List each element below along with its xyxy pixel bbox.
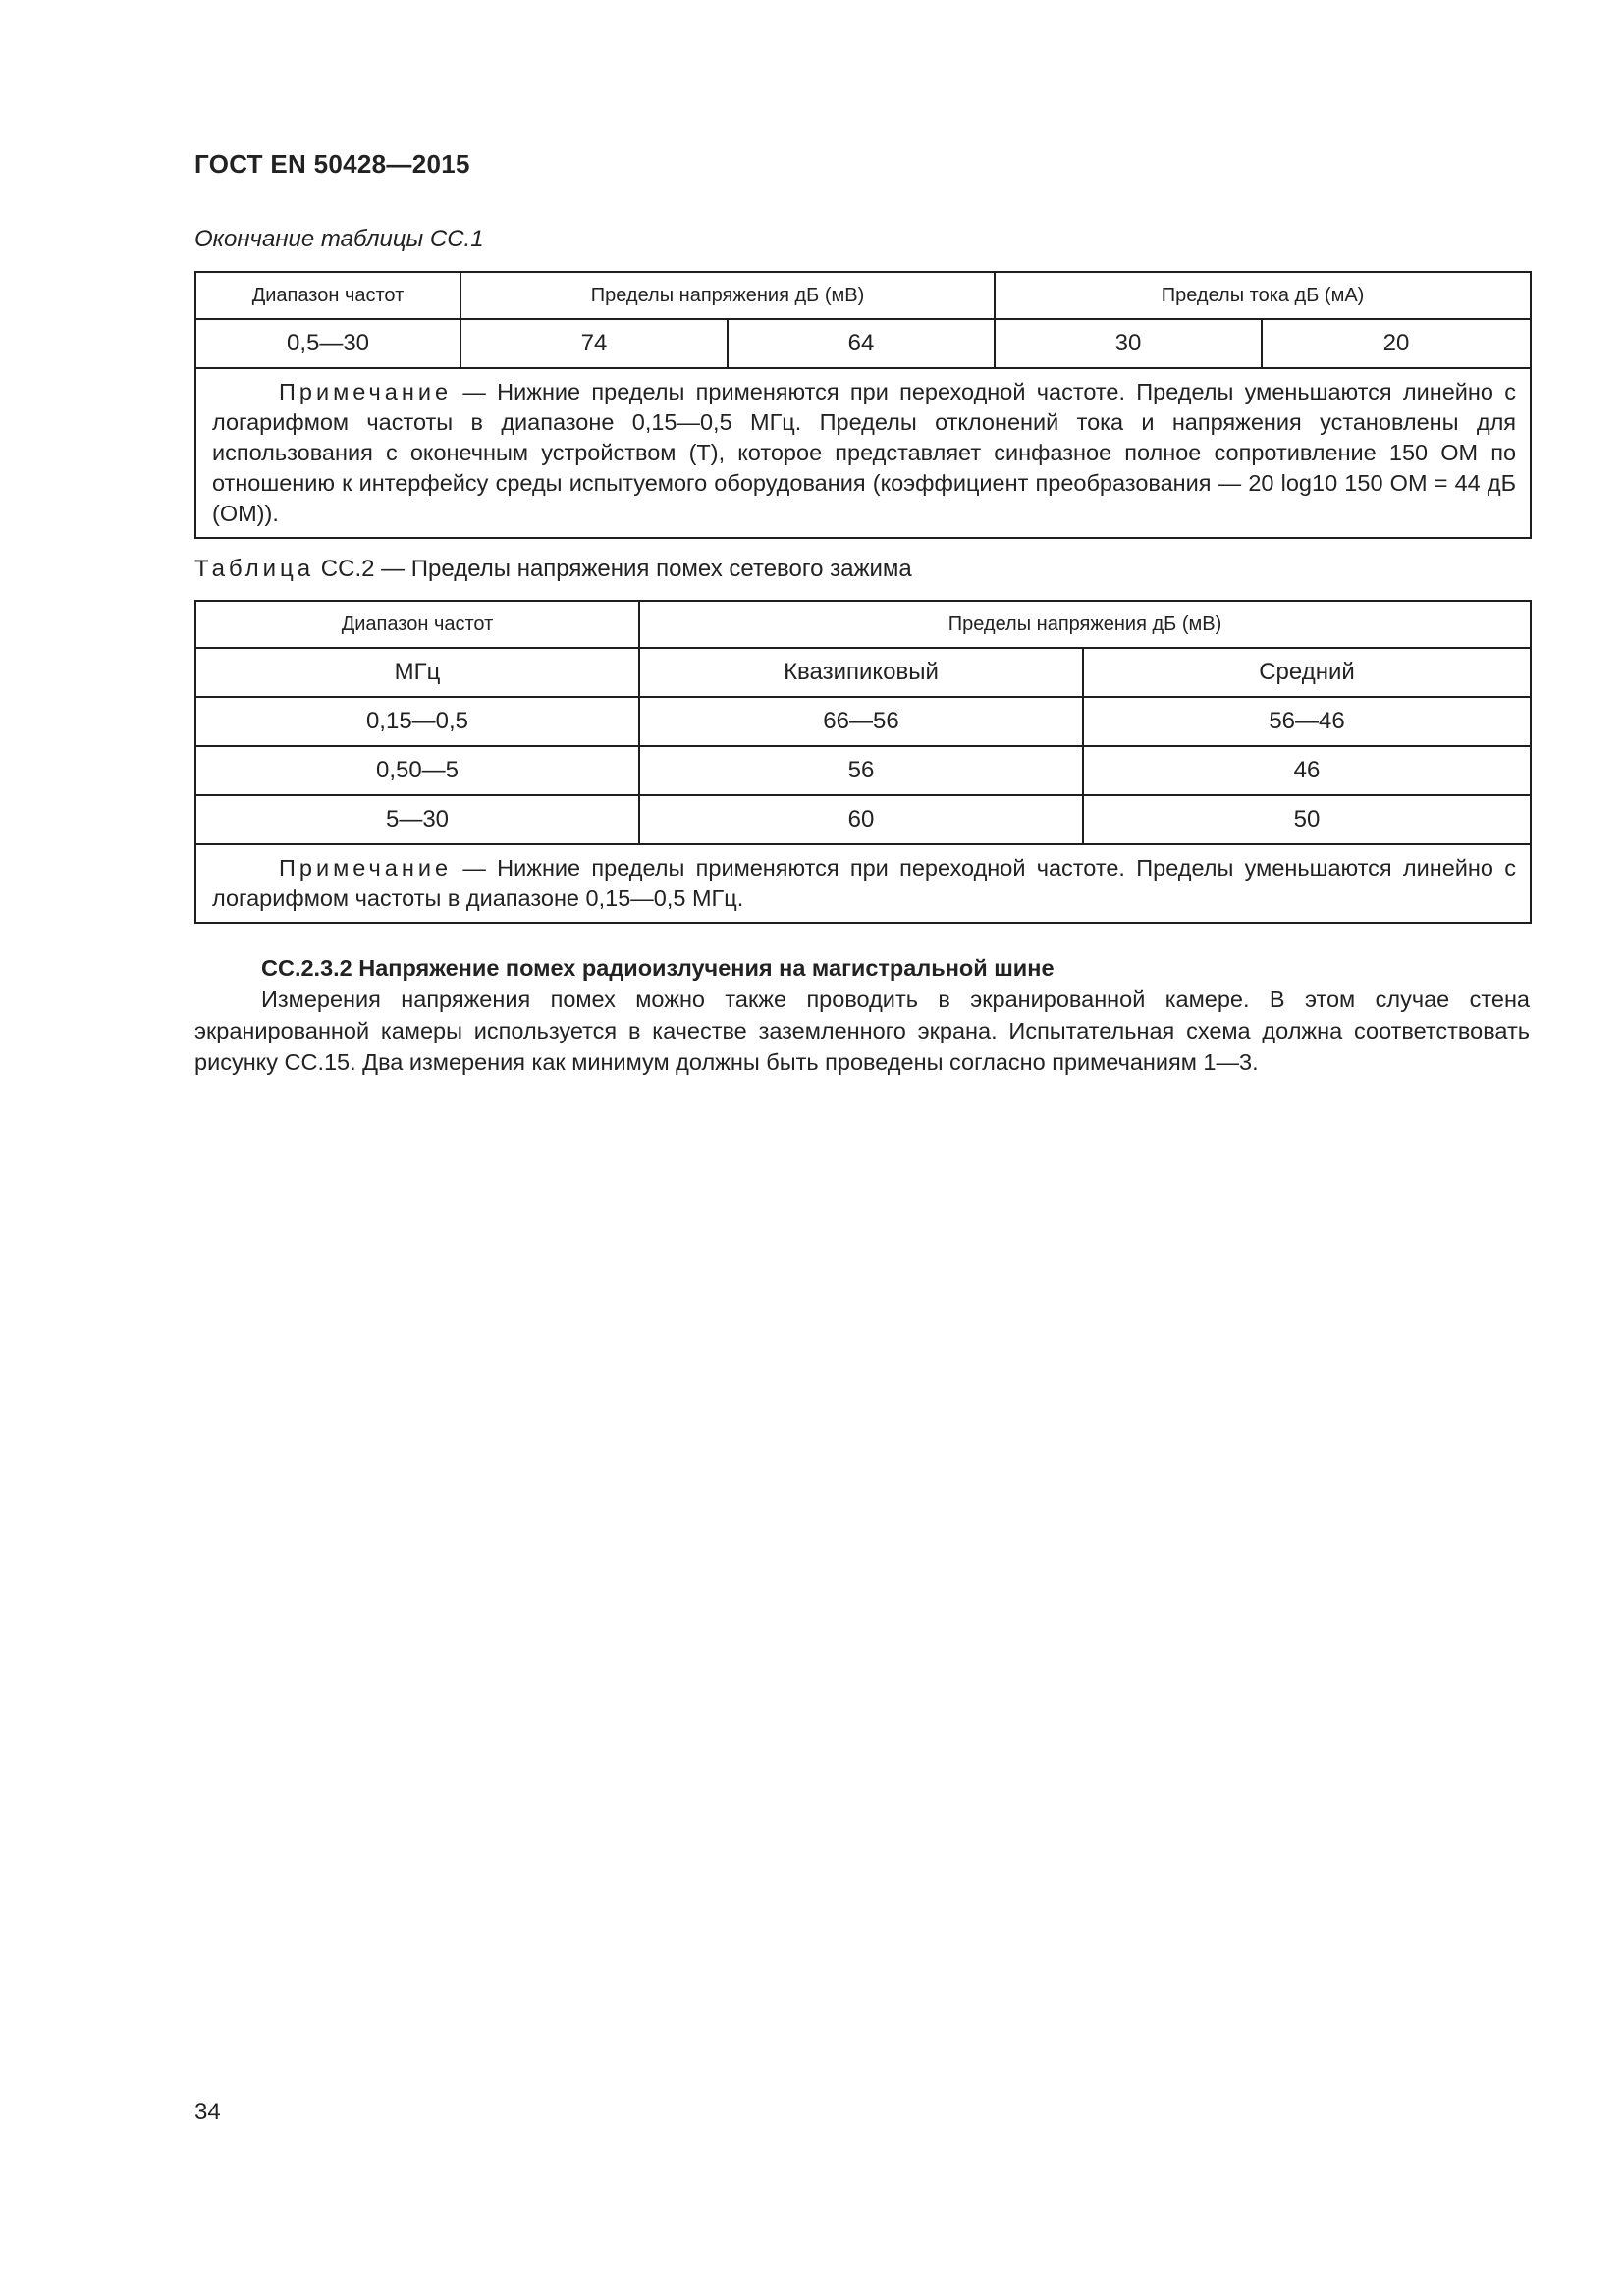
section-body: Измерения напряжения помех можно также проводить в экранированной камере. В этом случае стена экранированной камеры используется в качестве заземленного экрана. Испытательная схема должна соответствовать рисунку СС.15. Два измерения как минимум должны быть проведены согласно примечаниям 1—3. bbox=[194, 987, 1530, 1075]
table-row bbox=[195, 795, 1531, 844]
note-label: Примечание bbox=[279, 855, 453, 881]
section-title: СС.2.3.2 Напряжение помех радиоизлучения на магистральной шине bbox=[261, 955, 1055, 981]
subheader-quasi-peak: Квазипиковый bbox=[639, 648, 1083, 697]
note-text: — Нижние пределы применяются при переходной частоте. Пределы уменьшаются линейно с логарифмом частоты в диапазоне 0,15—0,5 МГц. bbox=[212, 855, 1517, 911]
table-header-row bbox=[195, 272, 1531, 319]
table-row bbox=[195, 319, 1531, 368]
table2-caption bbox=[194, 556, 912, 583]
note-label: Примечание bbox=[279, 379, 453, 404]
subheader-average: Средний bbox=[1083, 648, 1531, 697]
header-frequency-range: Диапазон частот bbox=[195, 272, 460, 319]
table-cc2 bbox=[194, 600, 1532, 924]
table-cell: 60 bbox=[639, 795, 1083, 844]
table-note-row bbox=[195, 844, 1531, 923]
table-cell: 50 bbox=[1083, 795, 1531, 844]
subheader-units: МГц bbox=[195, 648, 639, 697]
table1-caption: Окончание таблицы СС.1 bbox=[194, 226, 484, 252]
header-voltage-limits: Пределы напряжения дБ (мВ) bbox=[460, 272, 995, 319]
table-cell: 56—46 bbox=[1083, 697, 1531, 746]
header-voltage-limits: Пределы напряжения дБ (мВ) bbox=[639, 601, 1531, 648]
table-cell: 5—30 bbox=[195, 795, 639, 844]
table-cell: 0,5—30 bbox=[195, 319, 460, 368]
table-row bbox=[195, 746, 1531, 795]
table-cell: 74 bbox=[460, 319, 728, 368]
table2-caption-text: СС.2 — Пределы напряжения помех сетевого зажима bbox=[314, 556, 912, 582]
table-cell: 0,50—5 bbox=[195, 746, 639, 795]
table-subheader-row bbox=[195, 648, 1531, 697]
page-number: 34 bbox=[194, 2099, 221, 2125]
table-header-row bbox=[195, 601, 1531, 648]
document-header: ГОСТ EN 50428—2015 bbox=[194, 149, 470, 179]
table-note-row bbox=[195, 368, 1531, 538]
header-current-limits: Пределы тока дБ (мА) bbox=[995, 272, 1531, 319]
table-note bbox=[195, 844, 1531, 923]
table-cell: 20 bbox=[1262, 319, 1531, 368]
header-frequency-range: Диапазон частот bbox=[195, 601, 639, 648]
section-cc-2-3-2 bbox=[194, 952, 1530, 1078]
table-note bbox=[195, 368, 1531, 538]
table-cell: 30 bbox=[995, 319, 1262, 368]
table-cell: 0,15—0,5 bbox=[195, 697, 639, 746]
table2-caption-label: Таблица bbox=[194, 556, 315, 582]
table-cell: 64 bbox=[728, 319, 995, 368]
note-text: — Нижние пределы применяются при переходной частоте. Пределы уменьшаются линейно с логарифмом частоты в диапазоне 0,15—0,5 МГц. Пределы отклонений тока и напряжения установлены для использования с оконечным устройством (Т), которое представляет синфазное полное сопротивление 150 ОМ по отношению к интерфейсу среды испытуемого оборудования (коэффициент преобразования — 20 log10 150 ОМ = 44 дБ (ОМ)). bbox=[212, 379, 1517, 526]
table-cell: 66—56 bbox=[639, 697, 1083, 746]
table-cc1 bbox=[194, 271, 1532, 539]
table-cell: 56 bbox=[639, 746, 1083, 795]
table-row bbox=[195, 697, 1531, 746]
table-cell: 46 bbox=[1083, 746, 1531, 795]
